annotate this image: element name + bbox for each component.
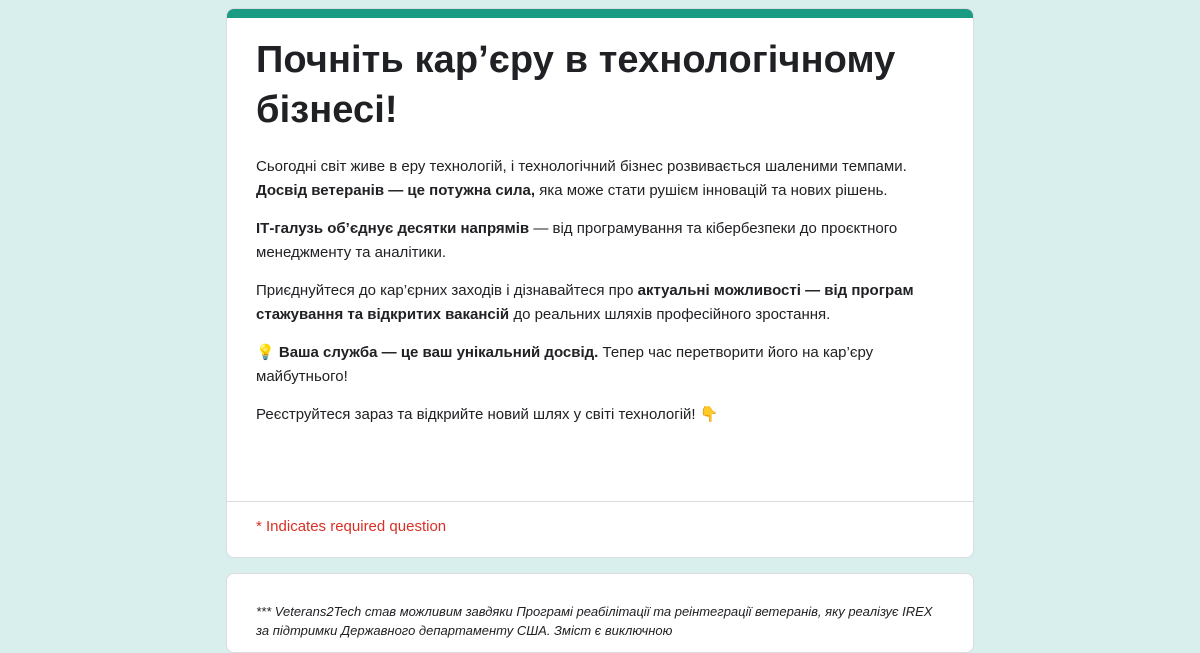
desc-p4-text: Тепер час перетворити його на кар’єру майбутнього! (256, 344, 874, 385)
info-card-text: *** Veterans2Tech став можливим завдяки Програмі реабілітації та реінтеграції ветеранів, яку реалізує IREX за підтримки Державного департаменту США. Зміст є виключною (256, 604, 933, 638)
desc-p3-text-c: до реальних шляхів професійного зростання. (509, 306, 831, 323)
desc-p1-text-c: яка може стати рушієм інновацій та нових рішень. (535, 182, 888, 199)
required-question-note: * Indicates required question (256, 518, 447, 535)
form-header-card (226, 8, 974, 558)
desc-paragraph-5 (256, 403, 936, 427)
pointing-down-icon: 👇 (699, 406, 719, 423)
desc-p5-text: Реєструйтеся зараз та відкрийте новий шлях у світі технологій! (256, 406, 700, 423)
info-card (226, 573, 974, 653)
desc-p4-bold: Ваша служба — це ваш унікальний досвід. (278, 344, 599, 361)
desc-paragraph-4 (256, 341, 936, 389)
desc-paragraph-2 (256, 217, 936, 265)
desc-p3-bold: актуальні можливості — від програм стажування та відкритих вакансій (256, 282, 914, 323)
desc-p1-bold: Досвід ветеранів — це потужна сила, (256, 182, 536, 199)
desc-p2-text: — від програмування та кібербезпеки до проєктного менеджменту та аналітики. (256, 220, 898, 261)
form-description (256, 155, 936, 427)
header-content (227, 9, 973, 427)
desc-p1-text-a: Сьогодні світ живе в еру технологій, і технологічний бізнес розвивається шаленими темпами. (256, 158, 907, 175)
header-divider (227, 501, 973, 502)
desc-p2-bold: ІТ-галузь об’єднує десятки напрямів (256, 220, 530, 237)
desc-paragraph-1 (256, 155, 936, 203)
accent-bar (226, 8, 974, 18)
lightbulb-icon: 💡 (256, 344, 275, 361)
desc-paragraph-3 (256, 279, 936, 327)
form-title: Почніть кар’єру в технологічному бізнесі! (256, 39, 896, 131)
desc-p3-text-a: Приєднуйтеся до кар’єрних заходів і дізнавайтеся про (256, 282, 638, 299)
